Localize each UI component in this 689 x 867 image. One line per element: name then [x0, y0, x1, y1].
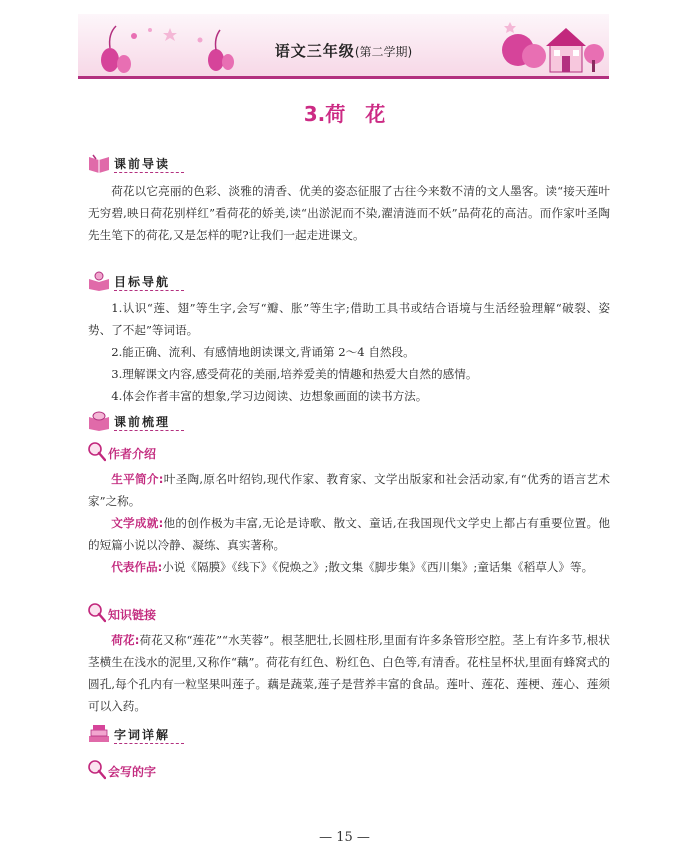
lotus-paragraph [88, 629, 610, 717]
book-title [78, 40, 609, 61]
preview-paragraph: 荷花以它亮丽的色彩、淡雅的清香、优美的姿态征服了古往今来数不清的文人墨客。读“接天莲叶无穷碧,映日荷花别样红”看荷花的娇美,读“出淤泥而不染,濯清涟而不妖”品荷花的高洁。而作家叶圣陶先生笔下的荷花,又是怎样的呢?让我们一起走进课文。 [88, 184, 610, 242]
goal-item: 2.能正确、流利、有感情地朗读课文,背诵第 2～4 自然段。 [111, 345, 415, 359]
author-heading-label: 作者介绍 [108, 447, 157, 461]
section-divider [114, 743, 184, 744]
section-divider [114, 172, 184, 173]
page-header [78, 14, 609, 79]
bio-text: 叶圣陶,原名叶绍钧,现代作家、教育家、文学出版家和社会活动家,有“优秀的语言艺术家”之称。 [88, 472, 610, 508]
section-goals-label: 目标导航 [114, 275, 171, 289]
goal-item: 3.理解课文内容,感受荷花的美丽,培养爱美的情趣和热爱大自然的感情。 [111, 367, 478, 381]
lotus-text: 荷花又称“莲花”“水芙蓉”。根茎肥壮,长圆柱形,里面有许多条管形空腔。茎上有许多节,根状茎横生在浅水的泥里,又称作“藕”。荷花有红色、粉红色、白色等,有清香。花柱呈杯状,里面有蜂窝式的圆孔,每个孔内有一粒坚果叫莲子。藕是蔬菜,莲子是营养丰富的食品。莲叶、莲花、莲梗、莲心、莲须可以入药。 [88, 633, 610, 713]
goal-item: 4.体会作者丰富的想象,学习边阅读、边想象画面的读书方法。 [111, 389, 428, 403]
term-text: (第二学期) [354, 45, 413, 59]
magnifier-icon [88, 760, 106, 780]
writable-heading-label: 会写的字 [108, 765, 157, 779]
magnifier-icon [88, 603, 106, 623]
books-stack-icon [88, 724, 110, 744]
knowledge-heading-label: 知识链接 [108, 608, 157, 622]
magnifier-icon [88, 442, 106, 462]
section-outline-label: 课前梳理 [114, 415, 171, 429]
notebook-icon [88, 411, 110, 431]
lotus-label: 荷花: [111, 633, 140, 647]
achievement-label: 文学成就: [111, 516, 164, 530]
section-divider [114, 290, 184, 291]
works-text: 小说《隔膜》《线下》《倪焕之》;散文集《脚步集》《西川集》;童话集《稻草人》等。 [162, 560, 594, 574]
target-book-icon [88, 271, 110, 291]
author-achievement [88, 512, 610, 556]
works-label: 代表作品: [111, 560, 163, 574]
author-works [88, 556, 610, 578]
achievement-text: 他的创作极为丰富,无论是诗歌、散文、童话,在我国现代文学史上都占有重要位置。他的短篇小说以冷静、凝练、真实著称。 [88, 516, 610, 552]
goal-item: 1.认识“莲、翅”等生字,会写“瓣、胀”等生字;借助工具书或结合语境与生活经验理解“破裂、姿势、了不起”等词语。 [88, 301, 610, 337]
lesson-title: 3.荷 花 [303, 102, 386, 126]
book-icon [88, 153, 110, 173]
bio-label: 生平简介: [111, 472, 164, 486]
section-divider [114, 430, 184, 431]
book-title-text: 语文三年级 [274, 42, 355, 60]
goals-list [88, 297, 610, 407]
section-preview-label: 课前导读 [114, 157, 171, 171]
author-bio [88, 468, 610, 512]
page-number: — 15 — [319, 830, 370, 845]
section-vocab-label: 字词详解 [114, 728, 171, 742]
